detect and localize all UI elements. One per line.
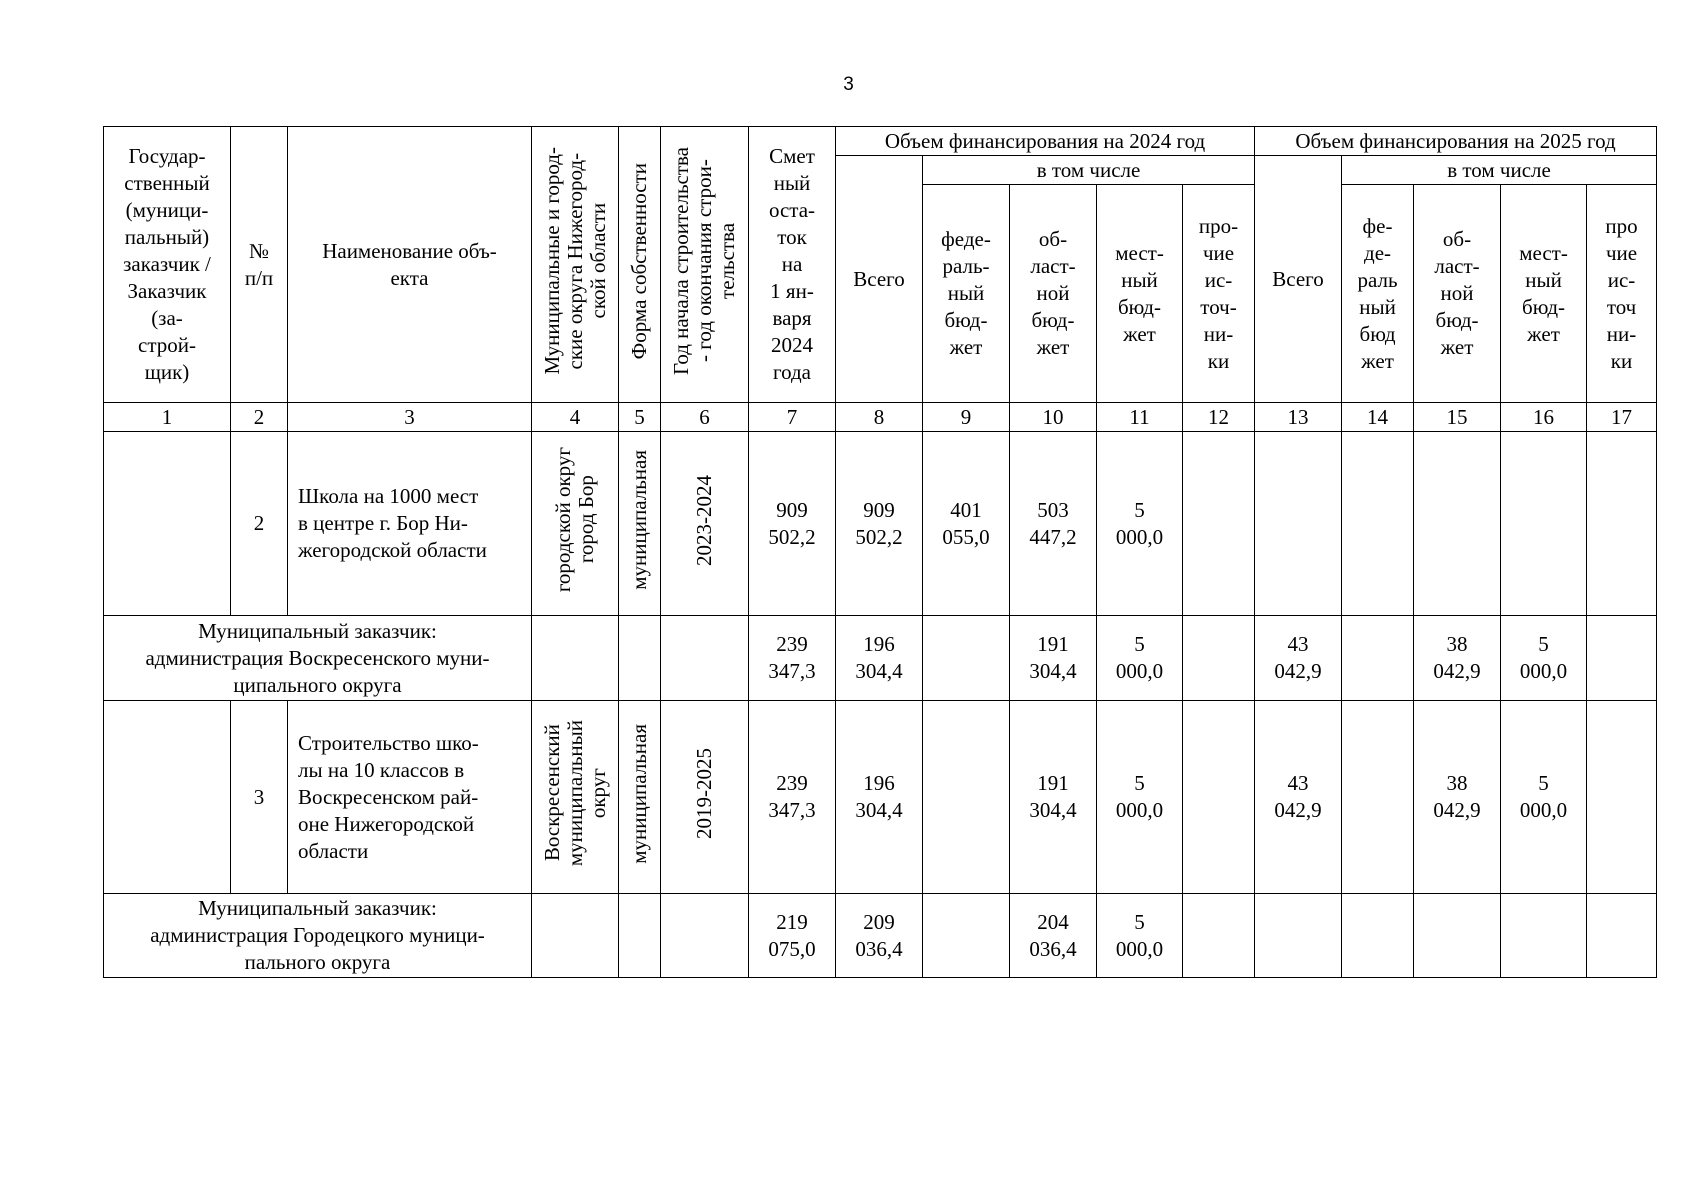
header-okrug: [532, 127, 619, 403]
years-text: 2019-2025: [692, 748, 716, 839]
header-other-2025: про чие ис- точ ни- ки: [1587, 185, 1657, 403]
value-cell: 401 055,0: [923, 432, 1010, 616]
okrug-cell: [532, 432, 619, 616]
header-remaining-estimate: Смет ный оста- ток на 1 ян- варя 2024 года: [749, 127, 836, 403]
value-cell: 503 447,2: [1010, 432, 1097, 616]
header-object-name: Наименование объ- екта: [288, 127, 532, 403]
value-cell: [1255, 894, 1342, 978]
header-regional-2024: об- ласт- ной бюд- жет: [1010, 185, 1097, 403]
customer-row: [104, 894, 1657, 978]
value-cell: [923, 616, 1010, 701]
value-cell: [1342, 894, 1414, 978]
value-cell: 204 036,4: [1010, 894, 1097, 978]
ownership-cell: [619, 701, 661, 894]
value-cell: 196 304,4: [836, 701, 923, 894]
value-cell: 43 042,9: [1255, 701, 1342, 894]
value-cell: [1414, 894, 1501, 978]
empty-cell: [532, 616, 619, 701]
header-total-2024: Всего: [836, 156, 923, 403]
column-number: 12: [1183, 403, 1255, 432]
value-cell: 5 000,0: [1097, 894, 1183, 978]
column-number: 8: [836, 403, 923, 432]
customer-cell: [104, 432, 231, 616]
column-number: 5: [619, 403, 661, 432]
column-number: 2: [231, 403, 288, 432]
column-number: 3: [288, 403, 532, 432]
value-cell: [1183, 701, 1255, 894]
column-number: 4: [532, 403, 619, 432]
value-cell: 239 347,3: [749, 701, 836, 894]
header-customer: Государ- ственный (муници- пальный) заказчик / Заказчик (за- строй- щик): [104, 127, 231, 403]
column-number: 1: [104, 403, 231, 432]
value-cell: 909 502,2: [749, 432, 836, 616]
header-okrug-text: Муниципальные и город- ские округа Нижегород- ской области: [539, 147, 610, 375]
header-total-2025: Всего: [1255, 156, 1342, 403]
value-cell: 239 347,3: [749, 616, 836, 701]
object-name: Школа на 1000 мест в центре г. Бор Ни- жегородской области: [288, 432, 532, 616]
ownership-text: муниципальная: [627, 450, 651, 590]
value-cell: [1255, 432, 1342, 616]
value-cell: 43 042,9: [1255, 616, 1342, 701]
value-cell: [923, 701, 1010, 894]
value-cell: 219 075,0: [749, 894, 836, 978]
header-financing-2025: Объем финансирования на 2025 год: [1255, 127, 1657, 156]
value-cell: [1183, 432, 1255, 616]
column-number: 10: [1010, 403, 1097, 432]
customer-name: Муниципальный заказчик: администрация Воскресенского муни- ципального округа: [104, 616, 532, 701]
header-ownership-text: Форма собственности: [627, 162, 651, 360]
financing-table: [103, 126, 1657, 978]
value-cell: [1587, 894, 1657, 978]
value-cell: [1501, 432, 1587, 616]
empty-cell: [661, 894, 749, 978]
value-cell: 5 000,0: [1501, 616, 1587, 701]
header-federal-2025: фе- де- раль ный бюд жет: [1342, 185, 1414, 403]
years-cell: [661, 432, 749, 616]
header-financing-2024: Объем финансирования на 2024 год: [836, 127, 1255, 156]
column-number: 9: [923, 403, 1010, 432]
header-row-1: [104, 127, 1657, 156]
value-cell: [1183, 616, 1255, 701]
header-ownership: [619, 127, 661, 403]
header-number: № п/п: [231, 127, 288, 403]
row-number: 2: [231, 432, 288, 616]
header-local-2025: мест- ный бюд- жет: [1501, 185, 1587, 403]
header-local-2024: мест- ный бюд- жет: [1097, 185, 1183, 403]
value-cell: 209 036,4: [836, 894, 923, 978]
empty-cell: [532, 894, 619, 978]
value-cell: 5 000,0: [1097, 616, 1183, 701]
column-number: 6: [661, 403, 749, 432]
value-cell: [923, 894, 1010, 978]
header-years: [661, 127, 749, 403]
column-number: 17: [1587, 403, 1657, 432]
value-cell: 191 304,4: [1010, 616, 1097, 701]
value-cell: [1501, 894, 1587, 978]
value-cell: 5 000,0: [1097, 701, 1183, 894]
empty-cell: [619, 894, 661, 978]
value-cell: [1587, 432, 1657, 616]
value-cell: 38 042,9: [1414, 616, 1501, 701]
column-number: 13: [1255, 403, 1342, 432]
column-number: 14: [1342, 403, 1414, 432]
value-cell: [1414, 432, 1501, 616]
years-cell: [661, 701, 749, 894]
value-cell: [1587, 616, 1657, 701]
row-number: 3: [231, 701, 288, 894]
value-cell: 909 502,2: [836, 432, 923, 616]
okrug-text: Воскресенский муниципальный округ: [539, 720, 610, 867]
years-text: 2023-2024: [692, 474, 716, 566]
value-cell: [1342, 432, 1414, 616]
column-number: 15: [1414, 403, 1501, 432]
value-cell: 5 000,0: [1097, 432, 1183, 616]
column-number-row: [104, 403, 1657, 432]
page-number: 3: [843, 74, 854, 95]
value-cell: 196 304,4: [836, 616, 923, 701]
header-years-text: Год начала строительства - год окончания строи- тельства: [669, 147, 739, 375]
column-number: 7: [749, 403, 836, 432]
object-row: [104, 701, 1657, 894]
header-regional-2025: об- ласт- ной бюд- жет: [1414, 185, 1501, 403]
value-cell: [1342, 616, 1414, 701]
header-including-2025: в том числе: [1342, 156, 1657, 185]
okrug-cell: [532, 701, 619, 894]
value-cell: 191 304,4: [1010, 701, 1097, 894]
header-federal-2024: феде- раль- ный бюд- жет: [923, 185, 1010, 403]
okrug-text: городской округ город Бор: [551, 447, 598, 593]
value-cell: [1342, 701, 1414, 894]
customer-row: [104, 616, 1657, 701]
column-number: 16: [1501, 403, 1587, 432]
customer-cell: [104, 701, 231, 894]
empty-cell: [661, 616, 749, 701]
value-cell: 5 000,0: [1501, 701, 1587, 894]
value-cell: [1183, 894, 1255, 978]
header-other-2024: про- чие ис- точ- ни- ки: [1183, 185, 1255, 403]
value-cell: [1587, 701, 1657, 894]
column-number: 11: [1097, 403, 1183, 432]
empty-cell: [619, 616, 661, 701]
ownership-cell: [619, 432, 661, 616]
ownership-text: муниципальная: [627, 723, 651, 864]
object-name: Строительство шко- лы на 10 классов в Воскресенском рай- оне Нижегородской области: [288, 701, 532, 894]
value-cell: 38 042,9: [1414, 701, 1501, 894]
customer-name: Муниципальный заказчик: администрация Городецкого муници- пального округа: [104, 894, 532, 978]
header-including-2024: в том числе: [923, 156, 1255, 185]
object-row: [104, 432, 1657, 616]
